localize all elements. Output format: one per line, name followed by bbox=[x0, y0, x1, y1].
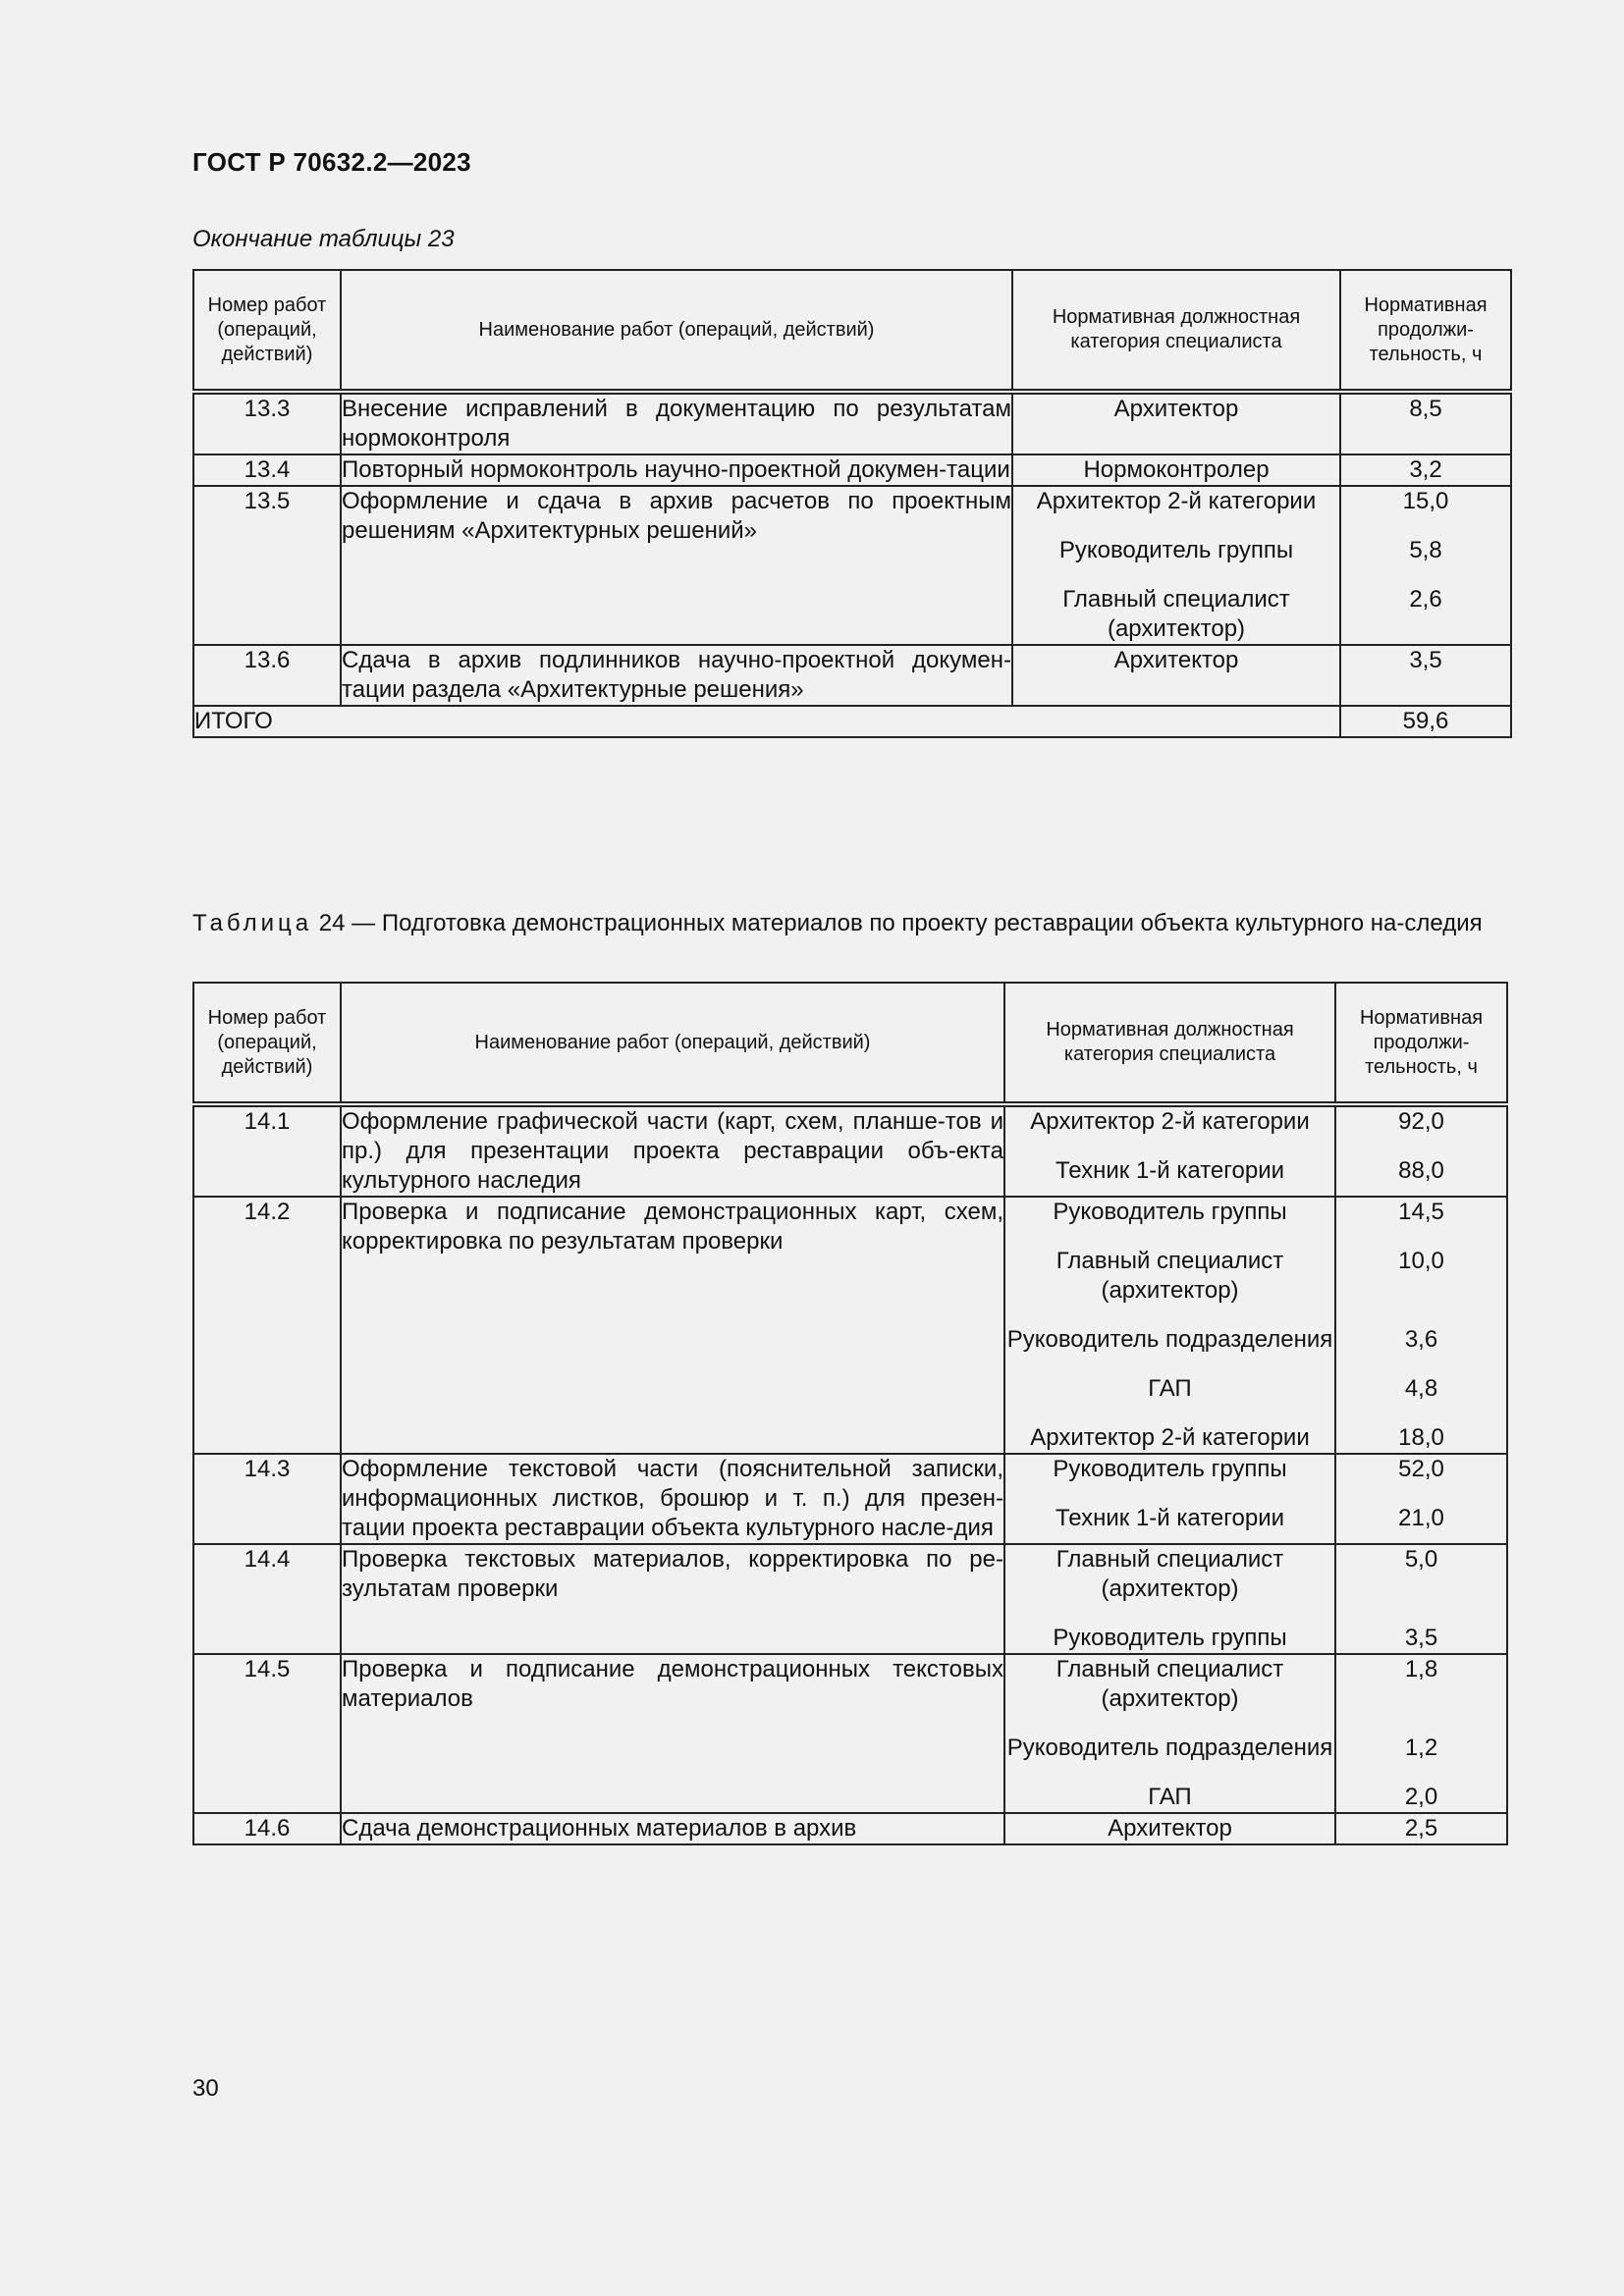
work-number: 14.5 bbox=[193, 1654, 341, 1813]
duration-cell bbox=[1335, 1197, 1507, 1454]
table-row bbox=[193, 454, 1511, 486]
specialist-category: Руководитель группы bbox=[1053, 1199, 1287, 1225]
specialist-category-cell bbox=[1004, 1104, 1335, 1197]
duration-cell bbox=[1335, 1813, 1507, 1844]
work-name: Повторный нормоконтроль научно-проектной докумен-тации bbox=[341, 454, 1012, 486]
duration-value: 3,2 bbox=[1409, 456, 1442, 483]
table-row bbox=[193, 486, 1511, 645]
duration-cell bbox=[1335, 1654, 1507, 1813]
duration-value: 52,0 bbox=[1398, 1456, 1444, 1482]
table-row bbox=[193, 1813, 1507, 1844]
work-number: 14.6 bbox=[193, 1813, 341, 1844]
work-number: 13.5 bbox=[193, 486, 341, 645]
duration-cell bbox=[1340, 486, 1511, 645]
header-work-name: Наименование работ (операций, действий) bbox=[341, 270, 1012, 392]
work-number: 13.6 bbox=[193, 645, 341, 706]
work-number: 14.2 bbox=[193, 1197, 341, 1454]
work-name: Сдача демонстрационных материалов в архив bbox=[341, 1813, 1004, 1844]
specialist-category: ГАП bbox=[1148, 1784, 1192, 1810]
specialist-category: Руководитель группы bbox=[1058, 537, 1294, 563]
table-23-continuation-caption: Окончание таблицы 23 bbox=[192, 226, 455, 252]
duration-value: 1,8 bbox=[1404, 1656, 1438, 1682]
duration-value: 4,8 bbox=[1404, 1375, 1438, 1402]
duration-cell bbox=[1340, 392, 1511, 454]
specialist-category: Техник 1-й категории bbox=[1055, 1157, 1285, 1184]
work-number: 13.4 bbox=[193, 454, 341, 486]
specialist-category: Главный специалист (архитектор) bbox=[1062, 586, 1290, 642]
duration-value: 18,0 bbox=[1398, 1424, 1444, 1451]
specialist-category: Главный специалист (архитектор) bbox=[1056, 1546, 1284, 1602]
duration-value: 10,0 bbox=[1398, 1248, 1444, 1274]
specialist-category-cell bbox=[1004, 1197, 1335, 1454]
work-name: Оформление текстовой части (пояснительной записки, информационных листков, брошюр и т. п.) для презен-тации проекта реставрации объекта культурного насле-дия bbox=[341, 1454, 1004, 1544]
specialist-category: Нормоконтролер bbox=[1083, 456, 1270, 483]
work-name: Оформление и сдача в архив расчетов по проектным решениям «Архитектурных решений» bbox=[341, 486, 1012, 645]
duration-value: 5,8 bbox=[1409, 537, 1442, 563]
specialist-category: Руководитель группы bbox=[1053, 1625, 1287, 1651]
specialist-category-cell bbox=[1012, 486, 1340, 645]
table-24-caption bbox=[192, 909, 1506, 938]
table-row bbox=[193, 1544, 1507, 1654]
duration-cell bbox=[1335, 1544, 1507, 1654]
header-duration: Нормативная продолжи-тельность, ч bbox=[1335, 983, 1507, 1104]
work-name: Проверка и подписание демонстрационных карт, схем, корректировка по результатам проверки bbox=[341, 1197, 1004, 1454]
duration-value: 21,0 bbox=[1398, 1505, 1444, 1531]
duration-cell bbox=[1335, 1104, 1507, 1197]
duration-cell bbox=[1340, 454, 1511, 486]
header-specialist-category: Нормативная должностная категория специалиста bbox=[1004, 983, 1335, 1104]
duration-value: 88,0 bbox=[1398, 1157, 1444, 1184]
specialist-category: Главный специалист (архитектор) bbox=[1056, 1248, 1284, 1304]
specialist-category: Руководитель группы bbox=[1053, 1456, 1287, 1482]
table-caption-text: 24 — Подготовка демонстрационных материалов по проекту реставрации объекта культурного на-следия bbox=[318, 910, 1483, 936]
specialist-category: Архитектор bbox=[1113, 396, 1239, 422]
table-row bbox=[193, 1104, 1507, 1197]
specialist-category: Руководитель подразделения bbox=[1006, 1326, 1333, 1353]
document-code: ГОСТ Р 70632.2—2023 bbox=[192, 147, 471, 177]
table-23 bbox=[192, 269, 1512, 738]
specialist-category: Архитектор 2-й категории bbox=[1030, 1424, 1310, 1451]
table-24 bbox=[192, 982, 1508, 1845]
specialist-category-cell bbox=[1004, 1544, 1335, 1654]
specialist-category-cell bbox=[1012, 454, 1340, 486]
header-work-number: Номер работ (операций, действий) bbox=[193, 983, 341, 1104]
work-name: Внесение исправлений в документацию по результатам нормоконтроля bbox=[341, 392, 1012, 454]
header-duration: Нормативная продолжи-тельность, ч bbox=[1340, 270, 1511, 392]
table-row bbox=[193, 1654, 1507, 1813]
work-number: 13.3 bbox=[193, 392, 341, 454]
header-work-name: Наименование работ (операций, действий) bbox=[341, 983, 1004, 1104]
duration-value: 5,0 bbox=[1404, 1546, 1438, 1573]
total-value: 59,6 bbox=[1340, 706, 1511, 737]
header-specialist-category: Нормативная должностная категория специалиста bbox=[1012, 270, 1340, 392]
duration-value: 8,5 bbox=[1409, 396, 1442, 422]
specialist-category-cell bbox=[1012, 645, 1340, 706]
work-name: Проверка и подписание демонстрационных текстовых материалов bbox=[341, 1654, 1004, 1813]
duration-value: 2,5 bbox=[1404, 1815, 1438, 1842]
work-name: Оформление графической части (карт, схем, планше-тов и пр.) для презентации проекта реставрации объ-екта культурного наследия bbox=[341, 1104, 1004, 1197]
work-number: 14.4 bbox=[193, 1544, 341, 1654]
table-caption-label: Таблица bbox=[192, 910, 313, 936]
header-work-number: Номер работ (операций, действий) bbox=[193, 270, 341, 392]
specialist-category: Архитектор bbox=[1113, 647, 1239, 673]
specialist-category: Главный специалист (архитектор) bbox=[1056, 1656, 1284, 1712]
duration-value: 15,0 bbox=[1402, 488, 1449, 514]
table-row bbox=[193, 1454, 1507, 1544]
duration-value: 3,5 bbox=[1404, 1625, 1438, 1651]
specialist-category: Архитектор 2-й категории bbox=[1030, 1108, 1310, 1135]
work-name: Проверка текстовых материалов, корректировка по ре-зультатам проверки bbox=[341, 1544, 1004, 1654]
table-row bbox=[193, 645, 1511, 706]
duration-value: 2,0 bbox=[1404, 1784, 1438, 1810]
duration-value: 3,6 bbox=[1404, 1326, 1438, 1353]
specialist-category: Архитектор bbox=[1108, 1815, 1232, 1842]
duration-cell bbox=[1335, 1454, 1507, 1544]
table-header-row bbox=[193, 270, 1511, 392]
specialist-category: Архитектор 2-й категории bbox=[1036, 488, 1317, 514]
specialist-category-cell bbox=[1004, 1813, 1335, 1844]
work-number: 14.1 bbox=[193, 1104, 341, 1197]
total-row bbox=[193, 706, 1511, 737]
page-number: 30 bbox=[192, 2075, 219, 2102]
work-name: Сдача в архив подлинников научно-проектной докумен-тации раздела «Архитектурные решения» bbox=[341, 645, 1012, 706]
duration-value: 2,6 bbox=[1409, 586, 1442, 613]
duration-value: 3,5 bbox=[1409, 647, 1442, 673]
specialist-category: ГАП bbox=[1148, 1375, 1192, 1402]
duration-value: 1,2 bbox=[1404, 1735, 1438, 1761]
duration-value: 14,5 bbox=[1398, 1199, 1444, 1225]
duration-value: 92,0 bbox=[1398, 1108, 1444, 1135]
table-row bbox=[193, 1197, 1507, 1454]
specialist-category-cell bbox=[1012, 392, 1340, 454]
duration-cell bbox=[1340, 645, 1511, 706]
specialist-category-cell bbox=[1004, 1454, 1335, 1544]
specialist-category: Техник 1-й категории bbox=[1055, 1505, 1285, 1531]
table-row bbox=[193, 392, 1511, 454]
work-number: 14.3 bbox=[193, 1454, 341, 1544]
total-label: ИТОГО bbox=[193, 706, 1340, 737]
specialist-category: Руководитель подразделения bbox=[1006, 1735, 1333, 1761]
specialist-category-cell bbox=[1004, 1654, 1335, 1813]
table-header-row bbox=[193, 983, 1507, 1104]
